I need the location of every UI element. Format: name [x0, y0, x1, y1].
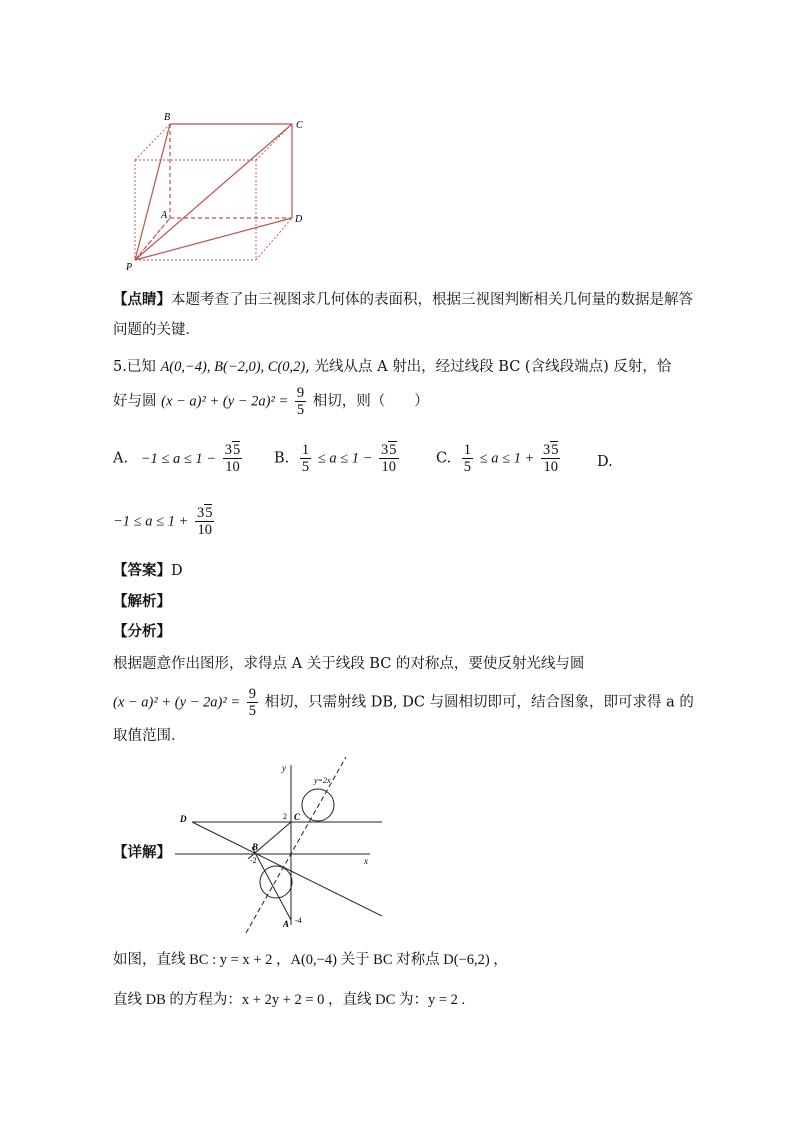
- svg-text:C: C: [294, 812, 301, 822]
- line-ab: [252, 847, 291, 920]
- svg-text:2: 2: [283, 812, 287, 821]
- dianjing-tag: 【点睛】: [113, 291, 171, 308]
- svg-text:B: B: [252, 842, 259, 852]
- svg-text:y: y: [282, 763, 286, 773]
- fenxi-line3: 取值范围.: [113, 728, 176, 744]
- svg-text:-2: -2: [250, 856, 257, 865]
- circle-upper: [302, 789, 334, 821]
- svg-text:D: D: [180, 814, 187, 824]
- answer-value: D: [171, 563, 183, 579]
- line-y-2x: [246, 757, 346, 933]
- fenxi-tag: 【分析】: [113, 623, 171, 640]
- jiexi-tag: 【解析】: [113, 593, 171, 610]
- fenxi-line2: (x − a)² + (y − 2a)² = $\frac{9}{5}$ 相切，只需射线 DB, DC 与圆相切即可，结合图象，即可求得 a 的: [113, 686, 694, 719]
- cube-figure: [120, 110, 320, 280]
- dianjing-line2: 问题的关键．: [113, 322, 200, 338]
- svg-text:y=2x: y=2x: [314, 776, 331, 785]
- svg-text:A: A: [283, 919, 290, 929]
- dianjing-line1: 【点睛】本题考查了由三视图求几何体的表面积，根据三视图判断相关几何量的数据是解答: [113, 291, 693, 308]
- option-D[interactable]: −1 ≤ a ≤ 1 + $\frac{35}{10}$: [113, 505, 213, 538]
- svg-text:-4: -4: [295, 916, 302, 925]
- option-D-label[interactable]: D.: [597, 454, 613, 470]
- line-db: [192, 822, 382, 916]
- line-bc: [248, 822, 291, 859]
- question-line2: 好与圆 (x − a)² + (y − 2a)² = $\frac{9}{5}$ 相切，则（ ）: [113, 385, 429, 418]
- option-C[interactable]: C. $\frac{1}{5}$ ≤ a ≤ 1 + $\frac{35}{10}$: [436, 442, 559, 475]
- label-C: C: [296, 120, 303, 131]
- detail-line1: 如图，直线 BC : y = x + 2 ，A(0,−4) 关于 BC 对称点 D(−6,2) ，: [113, 952, 508, 968]
- answer: 【答案】D: [113, 562, 183, 579]
- circle-equation: (x − a)² + (y − 2a)² =: [161, 393, 289, 410]
- label-A: A: [161, 210, 168, 221]
- question-points: A(0,−4), B(−2,0), C(0,2): [160, 359, 306, 375]
- option-A[interactable]: A. −1 ≤ a ≤ 1 − $\frac{35}{10}$: [113, 442, 241, 475]
- option-B[interactable]: B. $\frac{1}{5}$ ≤ a ≤ 1 − $\frac{35}{10}$: [274, 442, 397, 475]
- xiangjie-tag: 【详解】: [113, 844, 171, 861]
- detail-line2: 直线 DB 的方程为：x + 2y + 2 = 0 ，直线 DC 为：y = 2 .: [113, 992, 466, 1008]
- label-B: B: [164, 112, 171, 123]
- fenxi-line1: 根据题意作出图形，求得点 A 关于线段 BC 的对称点，要使反射光线与圆: [113, 656, 585, 672]
- circle-lower: [260, 866, 292, 898]
- coordinate-figure: [170, 755, 390, 935]
- label-P: P: [126, 262, 133, 273]
- svg-text:x: x: [364, 856, 368, 866]
- question-line1: 5.已知 A(0,−4), B(−2,0), C(0,2), 光线从点 A 射出，经过线段 BC (含线段端点) 反射，恰: [113, 359, 672, 375]
- label-D: D: [295, 214, 303, 225]
